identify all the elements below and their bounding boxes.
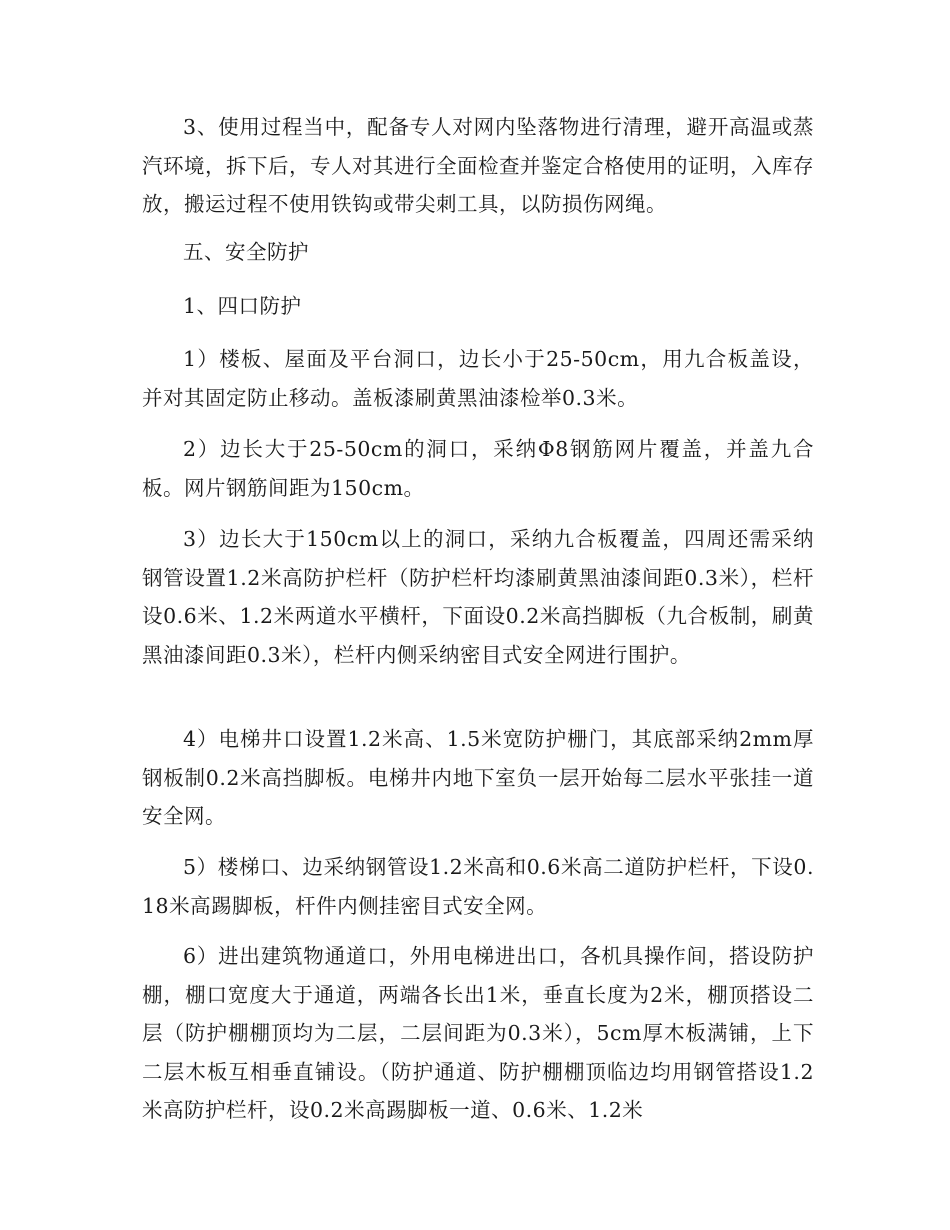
section-heading-safety-protection: 五、安全防护 bbox=[183, 240, 309, 264]
paragraph-item-1: 1）楼板、屋面及平台洞口，边长小于25-50cm，用九合板盖设，并对其固定防止移动。盖板漆刷黄黑油漆检举0.3米。 bbox=[142, 347, 814, 410]
subheading-four-openings: 1、四口防护 bbox=[183, 294, 302, 318]
paragraph-item-3: 3）边长大于150cm以上的洞口，采纳九合板覆盖，四周还需采纳钢管设置1.2米高防护栏杆（防护栏杆均漆刷黄黑油漆间距0.3米），栏杆设0.6米、1.2米两道水平横杆，下面设0.2米高挡脚板（九合板制，刷黄黑油漆间距0.3米），栏杆内侧采纳密目式安全网进行围护。 bbox=[142, 527, 814, 667]
paragraph-item-6: 6）进出建筑物通道口，外用电梯进出口，各机具操作间，搭设防护棚，棚口宽度大于通道，两端各长出1米，垂直长度为2米，棚顶搭设二层（防护棚棚顶均为二层，二层间距为0.3米），5cm厚木板满铺，上下二层木板互相垂直铺设。（防护通道、防护棚棚顶临边均用钢管搭设1.2米高防护栏杆，设0.2米高踢脚板一道、0.6米、1.2米 bbox=[142, 944, 814, 1122]
paragraph-item-4: 4）电梯井口设置1.2米高、1.5米宽防护栅门，其底部采纳2mm厚钢板制0.2米高挡脚板。电梯井内地下室负一层开始每二层水平张挂一道安全网。 bbox=[142, 727, 814, 828]
paragraph-item-5: 5）楼梯口、边采纳钢管设1.2米高和0.6米高二道防护栏杆，下设0.18米高踢脚板，杆件内侧挂密目式安全网。 bbox=[142, 855, 814, 918]
paragraph-net-cleaning: 3、使用过程当中，配备专人对网内坠落物进行清理，避开高温或蒸汽环境，拆下后，专人对其进行全面检查并鉴定合格使用的证明，入库存放，搬运过程不使用铁钩或带尖刺工具，以防损伤网绳。 bbox=[142, 115, 814, 216]
paragraph-item-2: 2）边长大于25-50cm的洞口，采纳Φ8钢筋网片覆盖，并盖九合板。网片钢筋间距为150cm。 bbox=[142, 437, 814, 500]
